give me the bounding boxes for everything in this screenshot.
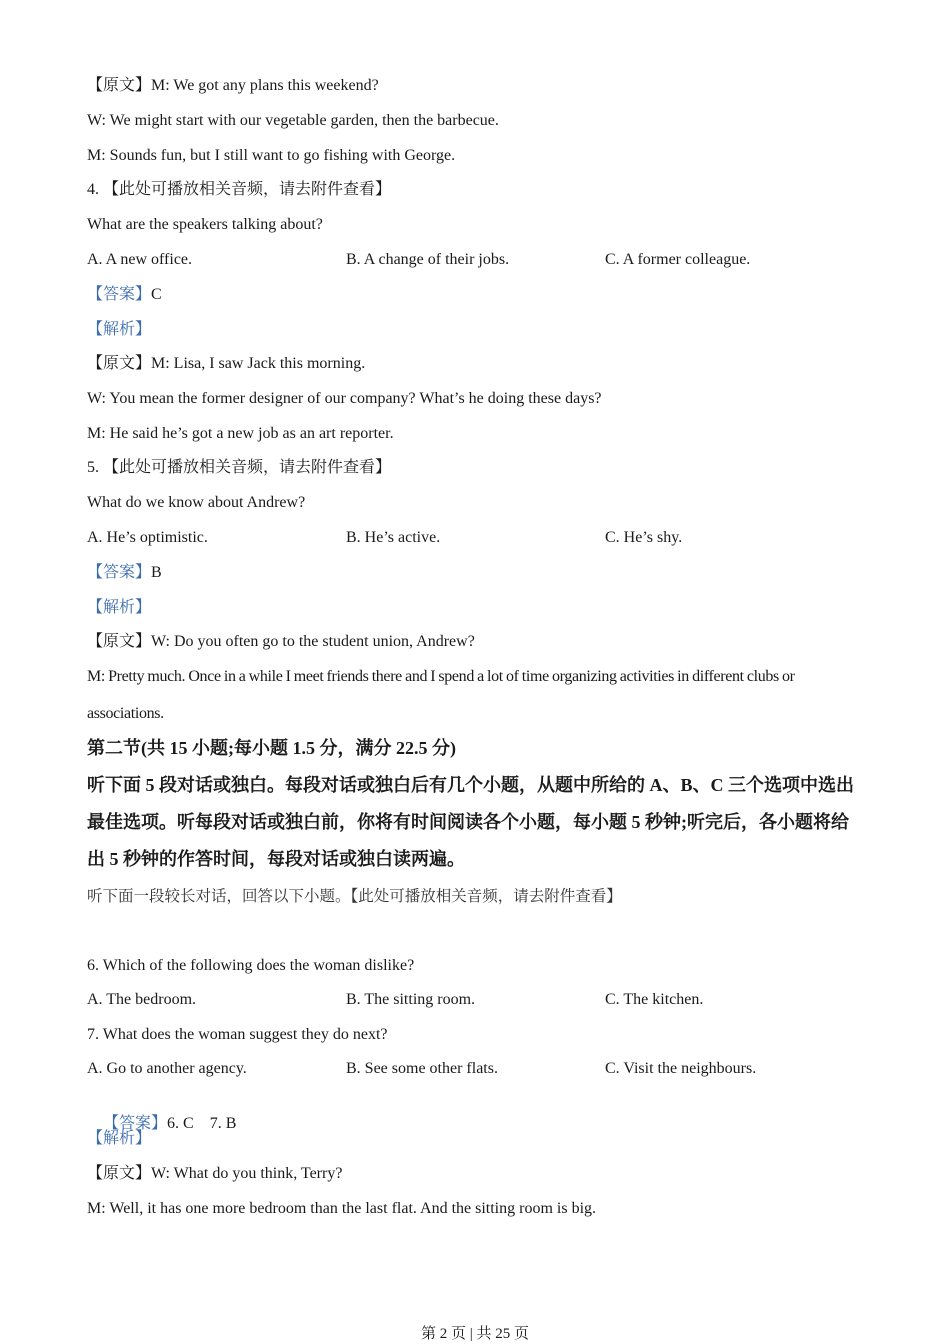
q4-answer (87, 285, 866, 305)
q5-option-c: C. He’s shy. (605, 529, 683, 546)
q5-answer (87, 563, 866, 583)
q4-analysis-label: 【解析】 (87, 321, 152, 338)
section2-instructions: 听下面 5 段对话或独白。每段对话或独白后有几个小题，从题中所给的 A、B、C 三个选项中选出最佳选项。听每段对话或独白前，你将有时间阅读各个小题，每小题 5 秒钟;听完后，各小题将给出 5 秒钟的作答时间，每段对话或独白读两遍。 (87, 775, 854, 869)
q5-question: What do we know about Andrew? (87, 494, 306, 511)
q6-7-analysis-label: 【解析】 (87, 1130, 152, 1147)
q3-transcript-line-2: W: We might start with our vegetable garden, then the barbecue. (87, 112, 499, 129)
section2-title: 第二节(共 15 小题;每小题 1.5 分，满分 22.5 分) (87, 738, 456, 758)
q6-7-answer-label: 【答案】 (103, 1115, 168, 1132)
q5-option-b: B. He’s active. (346, 529, 441, 546)
q6-option-b: B. The sitting room. (346, 991, 476, 1008)
q6-option-a: A. The bedroom. (87, 991, 197, 1008)
q6-7-transcript-line-2: M: Well, it has one more bedroom than the last flat. And the sitting room is big. (87, 1200, 597, 1217)
q6-7-transcript-line-1: 【原文】W: What do you think, Terry? (87, 1165, 343, 1182)
page-footer: 第 2 页 | 共 25 页 (420, 1326, 529, 1342)
q5-transcript-line-2: M: Pretty much. Once in a while I meet friends there and I spend a lot of time organizing activities in different clubs or associations. (87, 668, 795, 722)
q4-number-line: 4. 【此处可播放相关音频，请去附件查看】 (87, 181, 392, 198)
q6-question: 6. Which of the following does the woman dislike? (87, 957, 415, 974)
q5-number-line: 5. 【此处可播放相关音频，请去附件查看】 (87, 459, 392, 476)
q4-option-a: A. A new office. (87, 251, 193, 268)
q7-option-b: B. See some other flats. (346, 1060, 498, 1077)
q4-answer-label: 【答案】 (87, 286, 152, 303)
q4-transcript-line-1: 【原文】M: Lisa, I saw Jack this morning. (87, 355, 366, 372)
q5-analysis-label: 【解析】 (87, 599, 152, 616)
q7-option-c: C. Visit the neighbours. (605, 1060, 757, 1077)
q5-answer-label: 【答案】 (87, 564, 152, 581)
q4-transcript-line-3: M: He said he’s got a new job as an art reporter. (87, 425, 394, 442)
q6-option-c: C. The kitchen. (605, 991, 704, 1008)
q4-option-b: B. A change of their jobs. (346, 251, 510, 268)
q7-question: 7. What does the woman suggest they do next? (87, 1026, 388, 1043)
q5-transcript-line-1: 【原文】W: Do you often go to the student union, Andrew? (87, 633, 475, 650)
q4-transcript-line-2: W: You mean the former designer of our company? What’s he doing these days? (87, 390, 602, 407)
section2-intro: 听下面一段较长对话，回答以下小题。【此处可播放相关音频，请去附件查看】 (87, 888, 622, 905)
q5-option-a: A. He’s optimistic. (87, 529, 208, 546)
q5-answer-value: B (151, 564, 162, 581)
q3-transcript-line-1: 【原文】M: We got any plans this weekend? (87, 77, 379, 94)
q4-answer-value: C (151, 286, 162, 303)
q4-option-c: C. A former colleague. (605, 251, 751, 268)
q6-7-answer-value: 6. C 7. B (167, 1115, 237, 1132)
q7-option-a: A. Go to another agency. (87, 1060, 247, 1077)
q4-question: What are the speakers talking about? (87, 216, 323, 233)
q3-transcript-line-3: M: Sounds fun, but I still want to go fishing with George. (87, 147, 456, 164)
